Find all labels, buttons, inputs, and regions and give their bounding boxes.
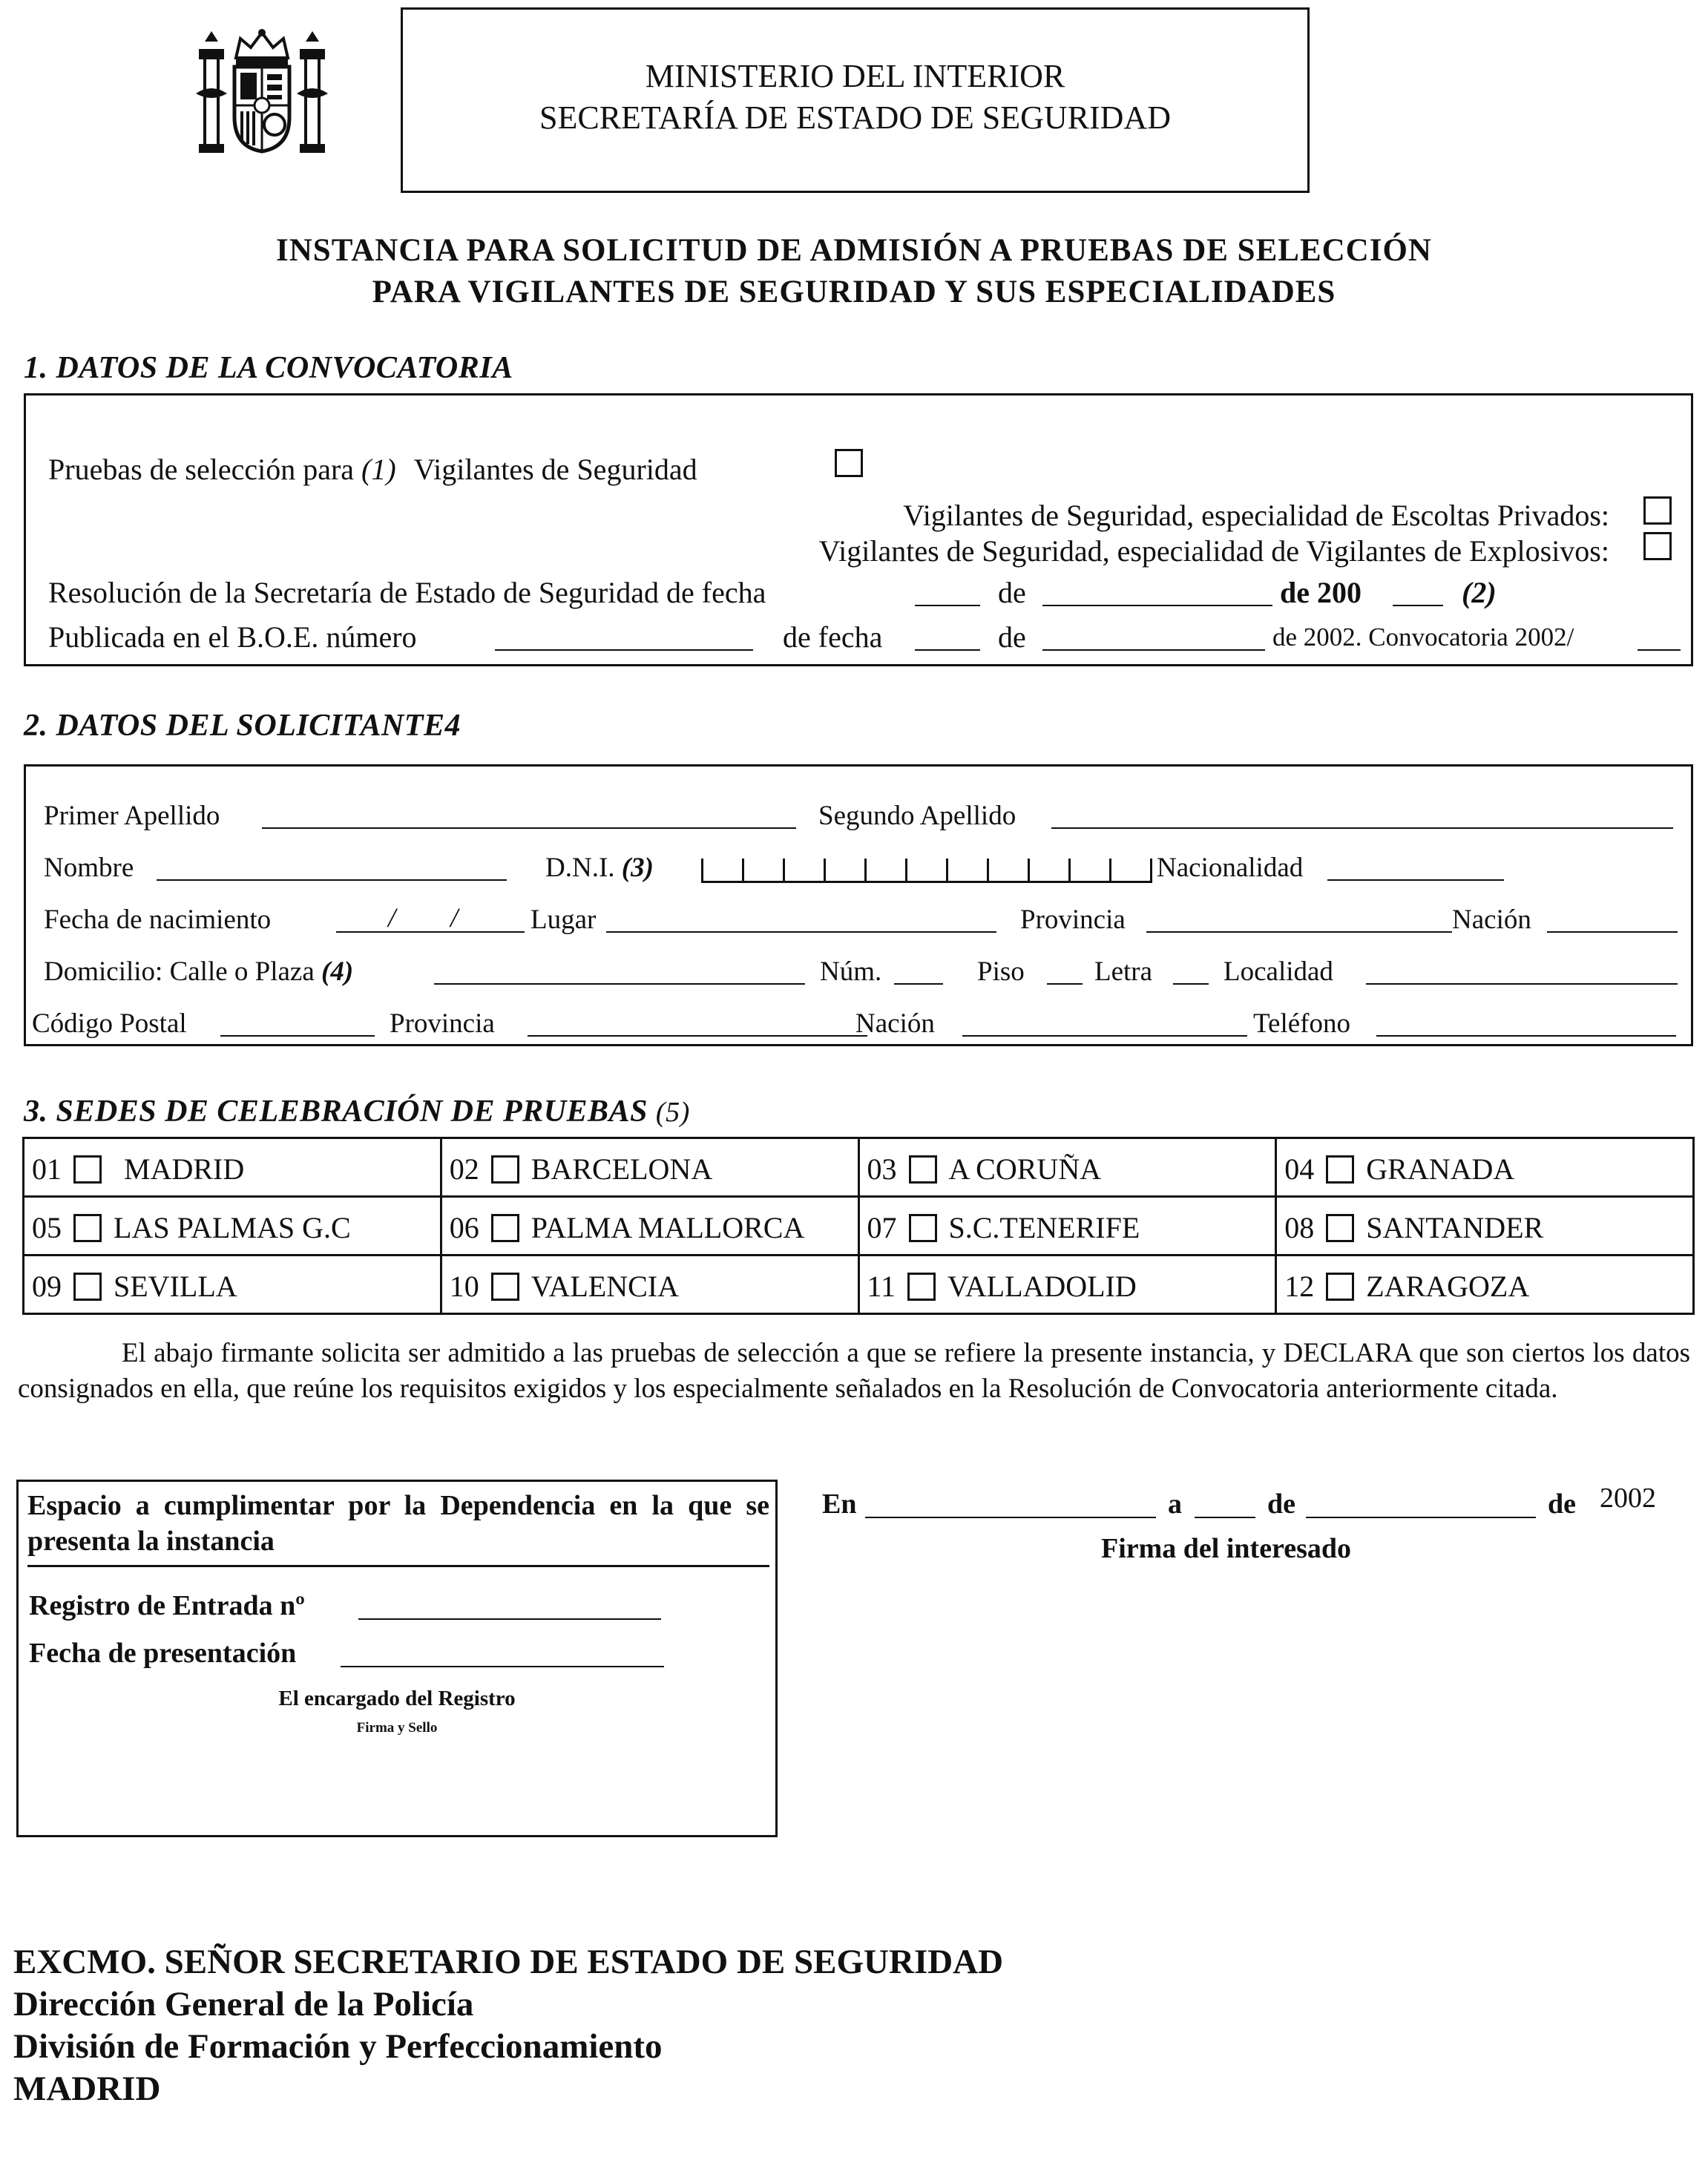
nacion-field-2[interactable]	[962, 1035, 1247, 1037]
ministry-header-box	[401, 7, 1310, 193]
provincia-label: Provincia	[1020, 905, 1126, 935]
sede-cell[interactable]	[24, 1197, 441, 1256]
registry-box-title: Espacio a cumplimentar por la Dependencia en la que se presenta la instancia	[27, 1490, 769, 1557]
boe-month-field[interactable]	[1042, 649, 1265, 651]
segundo-apellido-field[interactable]	[1051, 827, 1673, 829]
telefono-field[interactable]	[1376, 1035, 1676, 1037]
checkbox-sede-valladolid[interactable]	[907, 1273, 936, 1301]
checkbox-explosivos[interactable]	[1643, 532, 1672, 560]
de-label: de	[998, 576, 1026, 609]
addressee-line1: EXCMO. SEÑOR SECRETARIO DE ESTADO DE SEGURIDAD	[13, 1943, 1004, 1981]
dni-boxes[interactable]	[701, 859, 1152, 883]
boe-number-field[interactable]	[495, 649, 753, 651]
nacionalidad-label: Nacionalidad	[1157, 853, 1304, 883]
month-field[interactable]	[1306, 1517, 1536, 1518]
option-explosivos-label: Vigilantes de Seguridad, especialidad de Vigilantes de Explosivos:	[818, 534, 1609, 568]
boe-day-field[interactable]	[915, 649, 980, 651]
sede-name: GRANADA	[1366, 1152, 1515, 1186]
fecha-presentacion-label: Fecha de presentación	[29, 1638, 297, 1669]
sede-cell[interactable]	[441, 1256, 858, 1314]
sede-code: 04	[1284, 1152, 1315, 1186]
sede-code: 09	[32, 1270, 62, 1303]
place-field[interactable]	[865, 1517, 1156, 1518]
convocatoria-number-field[interactable]	[1638, 649, 1681, 651]
sede-code: 12	[1284, 1270, 1315, 1303]
provincia-field[interactable]	[1146, 931, 1452, 933]
sede-name: ZARAGOZA	[1366, 1270, 1530, 1303]
day-field[interactable]	[1195, 1517, 1255, 1518]
firma-sello-label: Firma y Sello	[356, 1720, 438, 1736]
nacionalidad-field[interactable]	[1327, 879, 1504, 881]
addressee-line3: División de Formación y Perfeccionamiento	[13, 2027, 663, 2066]
encargado-label: El encargado del Registro	[278, 1687, 516, 1710]
primer-apellido-label: Primer Apellido	[44, 801, 220, 831]
lugar-label: Lugar	[531, 905, 597, 935]
a-label: a	[1168, 1489, 1182, 1520]
sede-cell[interactable]	[1276, 1197, 1694, 1256]
codigo-postal-field[interactable]	[220, 1035, 375, 1037]
note-3: (3)	[621, 853, 654, 883]
sede-code: 05	[32, 1211, 62, 1244]
domicilio-field[interactable]	[434, 983, 805, 985]
sede-code: 02	[449, 1152, 479, 1186]
de-label-2: de	[998, 620, 1026, 654]
num-field[interactable]	[894, 983, 943, 985]
sedes-table	[22, 1137, 1695, 1315]
secretariat-name: SECRETARÍA DE ESTADO DE SEGURIDAD	[539, 99, 1171, 137]
fecha-presentacion-field[interactable]	[341, 1666, 664, 1667]
publicada-label: Publicada en el B.O.E. número	[48, 620, 417, 654]
sede-cell[interactable]	[24, 1256, 441, 1314]
de-label-sig-2: de	[1548, 1489, 1576, 1520]
sede-cell[interactable]	[441, 1138, 858, 1197]
codigo-postal-label: Código Postal	[32, 1008, 187, 1039]
nacion-label-2: Nación	[855, 1008, 935, 1039]
nacion-field[interactable]	[1547, 931, 1678, 933]
sede-name: BARCELONA	[531, 1152, 713, 1186]
dni-label: D.N.I.	[545, 853, 615, 883]
sede-cell[interactable]	[858, 1197, 1276, 1256]
sede-name: MADRID	[124, 1152, 245, 1186]
pruebas-label: Pruebas de selección para	[48, 453, 355, 486]
de-fecha-label: de fecha	[783, 620, 883, 654]
note-4: (4)	[321, 956, 354, 987]
resolucion-day-field[interactable]	[915, 605, 980, 606]
sede-name: SEVILLA	[114, 1270, 237, 1303]
sedes-row	[24, 1197, 1694, 1256]
sede-name: S.C.TENERIFE	[948, 1211, 1140, 1244]
coat-of-arms-icon	[194, 28, 329, 156]
sede-name: SANTANDER	[1366, 1211, 1544, 1244]
convocatoria-text: de 2002. Convocatoria 2002/	[1272, 623, 1574, 651]
sede-code: 11	[867, 1270, 896, 1303]
num-label: Núm.	[820, 956, 882, 987]
checkbox-sede-granada[interactable]	[1326, 1155, 1354, 1184]
option-escoltas-label: Vigilantes de Seguridad, especialidad de Escoltas Privados:	[903, 499, 1609, 532]
fecha-nacimiento-label: Fecha de nacimiento	[44, 905, 272, 935]
segundo-apellido-label: Segundo Apellido	[818, 801, 1016, 831]
sede-cell[interactable]	[1276, 1256, 1694, 1314]
sede-cell[interactable]	[24, 1138, 441, 1197]
resolucion-label: Resolución de la Secretaría de Estado de Seguridad de fecha	[48, 576, 766, 609]
section2-box	[24, 764, 1693, 1046]
year-value: 2002	[1600, 1483, 1656, 1514]
provincia-label-2: Provincia	[390, 1008, 495, 1039]
fecha-nacimiento-field[interactable]	[336, 931, 525, 933]
sede-cell[interactable]	[858, 1138, 1276, 1197]
sede-cell[interactable]	[858, 1256, 1276, 1314]
sede-name: A CORUÑA	[948, 1152, 1102, 1186]
addressee-line2: Dirección General de la Policía	[13, 1985, 474, 2023]
checkbox-sede-a-coruna[interactable]	[909, 1155, 937, 1184]
checkbox-sede-tenerife[interactable]	[909, 1214, 937, 1242]
note-5: (5)	[655, 1097, 690, 1128]
sede-code: 07	[867, 1211, 897, 1244]
sede-name: PALMA MALLORCA	[531, 1211, 805, 1244]
checkbox-sede-santander[interactable]	[1326, 1214, 1354, 1242]
sede-name: VALENCIA	[531, 1270, 680, 1303]
ministry-name: MINISTERIO DEL INTERIOR	[645, 58, 1065, 94]
domicilio-label: Domicilio: Calle o Plaza	[44, 956, 315, 987]
firma-interesado-label: Firma del interesado	[1101, 1533, 1352, 1564]
sede-code: 03	[867, 1152, 897, 1186]
note-2: (2)	[1462, 576, 1497, 609]
registro-entrada-field[interactable]	[358, 1618, 661, 1620]
sede-code: 10	[449, 1270, 479, 1303]
sedes-row	[24, 1256, 1694, 1314]
section1-heading: 1. DATOS DE LA CONVOCATORIA	[24, 351, 513, 385]
en-label: En	[822, 1489, 857, 1520]
lugar-field[interactable]	[606, 931, 996, 933]
section2-heading: 2. DATOS DEL SOLICITANTE4	[24, 709, 461, 743]
date-slash-1: /	[388, 903, 396, 933]
checkbox-vigilantes[interactable]	[835, 449, 863, 477]
sede-code: 08	[1284, 1211, 1315, 1244]
checkbox-sede-palma[interactable]	[491, 1214, 519, 1242]
sede-code: 06	[449, 1211, 479, 1244]
note-1: (1)	[361, 453, 396, 486]
addressee-line4: MADRID	[13, 2070, 161, 2108]
nombre-label: Nombre	[44, 853, 134, 883]
checkbox-sede-barcelona[interactable]	[491, 1155, 519, 1184]
piso-label: Piso	[977, 956, 1025, 987]
resolucion-year-field[interactable]	[1393, 605, 1443, 606]
sede-cell[interactable]	[441, 1197, 858, 1256]
declaration-text: El abajo firmante solicita ser admitido a las pruebas de selección a que se refiere la presente instancia, y DECLARA que son ciertos los datos consignados en ella, que reúne los requisitos exigidos y los especialmente señalados en la Resolución de Convocatoria anteriormente citada.	[18, 1338, 1690, 1404]
piso-field[interactable]	[1047, 983, 1083, 985]
primer-apellido-field[interactable]	[262, 827, 796, 829]
registry-box	[16, 1480, 778, 1837]
de-200-label: de 200	[1280, 576, 1362, 609]
registro-entrada-label: Registro de Entrada nº	[29, 1590, 305, 1621]
form-title-line2: PARA VIGILANTES DE SEGURIDAD Y SUS ESPECIALIDADES	[372, 275, 1336, 309]
sede-name: VALLADOLID	[947, 1270, 1137, 1303]
sede-cell[interactable]	[1276, 1138, 1694, 1197]
checkbox-sede-zaragoza[interactable]	[1326, 1273, 1354, 1301]
resolucion-month-field[interactable]	[1042, 605, 1272, 606]
sede-code: 01	[32, 1152, 62, 1186]
telefono-label: Teléfono	[1253, 1008, 1350, 1039]
checkbox-sede-valencia[interactable]	[491, 1273, 519, 1301]
letra-label: Letra	[1094, 956, 1153, 987]
section3-heading: 3. SEDES DE CELEBRACIÓN DE PRUEBAS	[24, 1094, 648, 1129]
de-label-sig-1: de	[1267, 1489, 1295, 1520]
sedes-row	[24, 1138, 1694, 1197]
section1-box	[24, 393, 1693, 666]
nacion-label: Nación	[1452, 905, 1531, 935]
letra-field[interactable]	[1173, 983, 1209, 985]
checkbox-sede-las-palmas[interactable]	[73, 1214, 102, 1242]
sede-name: LAS PALMAS G.C	[114, 1211, 351, 1244]
provincia-field-2[interactable]	[528, 1035, 867, 1037]
form-title-line1: INSTANCIA PARA SOLICITUD DE ADMISIÓN A PRUEBAS DE SELECCIÓN	[276, 233, 1432, 268]
nombre-field[interactable]	[157, 879, 507, 881]
date-slash-2: /	[450, 903, 459, 933]
option-vigilantes-label: Vigilantes de Seguridad	[413, 453, 697, 486]
localidad-label: Localidad	[1223, 956, 1333, 987]
checkbox-escoltas[interactable]	[1643, 496, 1672, 525]
localidad-field[interactable]	[1366, 983, 1678, 985]
checkbox-sede-sevilla[interactable]	[73, 1273, 102, 1301]
checkbox-sede-madrid[interactable]	[73, 1155, 102, 1184]
